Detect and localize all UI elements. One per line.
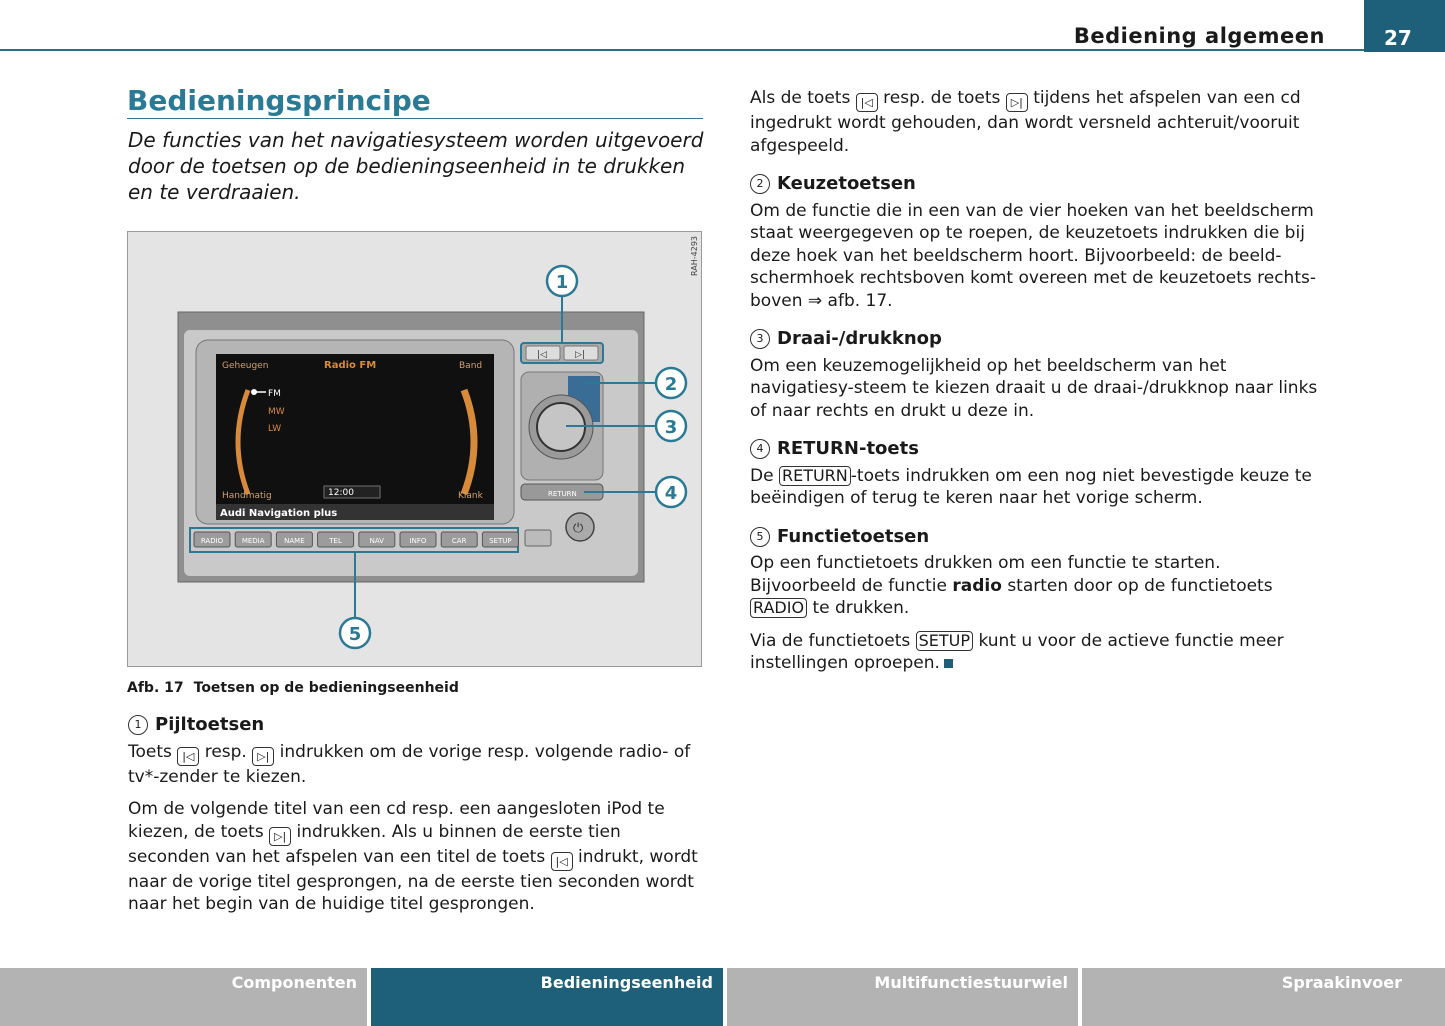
section-3-heading: [750, 328, 1332, 351]
section-5-text-2: Via de functietoets SETUP kunt u voor de actieve functie meer instellingen oproepen.: [750, 630, 1284, 673]
end-marker: [944, 659, 953, 668]
section-2-title: Keuzetoetsen: [777, 173, 916, 194]
section-1-p1: Toets |◁ resp. ▷| indrukken om de vorige resp. volgende radio- of tv*-zender te kiezen.: [128, 741, 691, 787]
section-3-text: Om een keuzemogelijkheid op het beeldscherm van het navigatiesy-steem te kiezen draait u de draai-/drukknop naar links of naar rechts en drukt u deze in.: [750, 355, 1318, 421]
prev-key-icon: |◁: [856, 93, 878, 112]
tab-bedieningseenheid[interactable]: Bedieningseenheid: [371, 968, 723, 1026]
svg-text:3: 3: [664, 417, 678, 438]
screen-bottom-right: Klank: [458, 491, 483, 501]
function-key-label-media: MEDIA: [241, 537, 265, 545]
screen-top-right: Band: [459, 361, 483, 371]
next-key-icon: ▷|: [252, 747, 274, 766]
control-unit-illustration: [128, 232, 701, 666]
section-2-text: Om de functie die in een van de vier hoeken van het beeldscherm staat weergegeven op te roepen, de keuzetoets indrukken die bij deze hoek van het beeldscherm hoort. Bijvoorbeeld: de beeld-schermhoek rechtsboven komt overeen met de keuzetoets rechts-boven ⇒ afb. 17.: [750, 200, 1316, 311]
band-lw: LW: [268, 424, 282, 434]
section-1-p2: Om de volgende titel van een cd resp. een aangesloten iPod te kiezen, de toets ▷| indrukken. Als u binnen de eerste tien seconden van het afspelen van een titel de toets |◁ indrukt, wordt naar de vorige titel gesprongen, na de eerste tien seconden wordt naar het begin van de huidige titel gesprongen.: [128, 799, 698, 914]
next-icon: ▷|: [575, 350, 585, 360]
eject-key: [525, 530, 551, 546]
page-heading: Bedieningsprincipe: [127, 84, 431, 117]
function-key-label-info: INFO: [409, 537, 427, 545]
tab-spraakinvoer[interactable]: Spraakinvoer: [1082, 968, 1445, 1026]
return-key-label: RETURN: [779, 466, 851, 486]
function-key-label-name: NAME: [284, 537, 305, 545]
return-label: RETURN: [548, 490, 577, 498]
svg-text:4: 4: [664, 483, 678, 504]
section-3-title: Draai-/drukknop: [777, 328, 942, 349]
footer-nav: [0, 968, 1445, 1026]
svg-text:5: 5: [348, 624, 362, 645]
chapter-title: Bediening algemeen: [1073, 24, 1325, 48]
section-3-number: 3: [750, 329, 770, 349]
callout-3: [656, 411, 686, 441]
lead-text: De functies van het navigatiesysteem worden uitgevoerd door de toetsen op de bedieningseenheid in te drukken en te verdraaien.: [128, 128, 704, 204]
section-1-title: Pijltoetsen: [155, 714, 265, 735]
setup-key-label: SETUP: [916, 631, 973, 651]
callout-5: [340, 618, 370, 648]
section-5-text: Op een functietoets drukken om een functie te starten. Bijvoorbeeld de functie radio starten door op de functietoets RADIO te drukken.: [750, 553, 1273, 618]
figure-control-unit: [127, 231, 702, 667]
header-rule: [0, 49, 1364, 51]
section-1-number: 1: [128, 715, 148, 735]
caption-number: Afb. 17: [127, 680, 184, 696]
screen-time: 12:00: [328, 488, 354, 498]
display-screen: [216, 354, 494, 504]
section-2-heading: [750, 173, 1332, 196]
band-fm: FM: [268, 389, 281, 399]
tab-componenten[interactable]: Componenten: [0, 968, 367, 1026]
function-key-label-tel: TEL: [329, 537, 342, 545]
section-1-heading: [128, 714, 706, 737]
callout-4: [656, 477, 686, 507]
intro-paragraph: Als de toets |◁ resp. de toets ▷| tijdens het afspelen van een cd ingedrukt wordt gehouden, dan wordt versneld achteruit/vooruit afgespeeld.: [750, 88, 1301, 156]
figure-caption: [127, 680, 459, 696]
screen-bottom-left: Handmatig: [222, 491, 272, 501]
function-key-label-car: CAR: [451, 537, 467, 545]
brand-label: Audi Navigation plus: [220, 508, 338, 519]
svg-text:2: 2: [664, 374, 678, 395]
section-4-number: 4: [750, 439, 770, 459]
function-key-label-nav: NAV: [369, 537, 384, 545]
figure-code: RAH-4293: [690, 236, 699, 276]
next-key-icon: ▷|: [269, 827, 291, 846]
power-icon: ⏻: [573, 521, 584, 536]
section-2-number: 2: [750, 174, 770, 194]
callout-2: [656, 368, 686, 398]
prev-icon: |◁: [537, 350, 547, 360]
page-number: 27: [1364, 0, 1445, 52]
prev-key-icon: |◁: [551, 852, 573, 871]
right-column: [750, 87, 1332, 685]
tab-multifunctiestuurwiel[interactable]: Multifunctiestuurwiel: [727, 968, 1078, 1026]
caption-text: Toetsen op de bedieningseenheid: [193, 680, 459, 696]
callout-1: [547, 266, 577, 296]
function-key-label-radio: RADIO: [200, 537, 224, 545]
section-4-title: RETURN-toets: [777, 438, 919, 459]
svg-text:1: 1: [555, 272, 569, 293]
radio-key-label: RADIO: [750, 598, 807, 618]
section-5-title: Functietoetsen: [777, 525, 930, 547]
function-key-label-setup: SETUP: [489, 537, 512, 545]
band-mw: MW: [268, 407, 285, 417]
left-column: [128, 714, 706, 926]
section-5-number: 5: [750, 527, 770, 547]
prev-key-icon: |◁: [177, 747, 199, 766]
section-5-heading: [750, 526, 1332, 549]
screen-top-left: Geheugen: [222, 361, 269, 371]
section-4-heading: [750, 438, 1332, 461]
heading-rule: [127, 118, 703, 119]
next-key-icon: ▷|: [1006, 93, 1028, 112]
section-4-text: De RETURN -toets indrukken om een nog niet bevestigde keuze te beëindigen of terug te keren naar het vorige scherm.: [750, 465, 1312, 508]
screen-title: Radio FM: [324, 360, 377, 371]
